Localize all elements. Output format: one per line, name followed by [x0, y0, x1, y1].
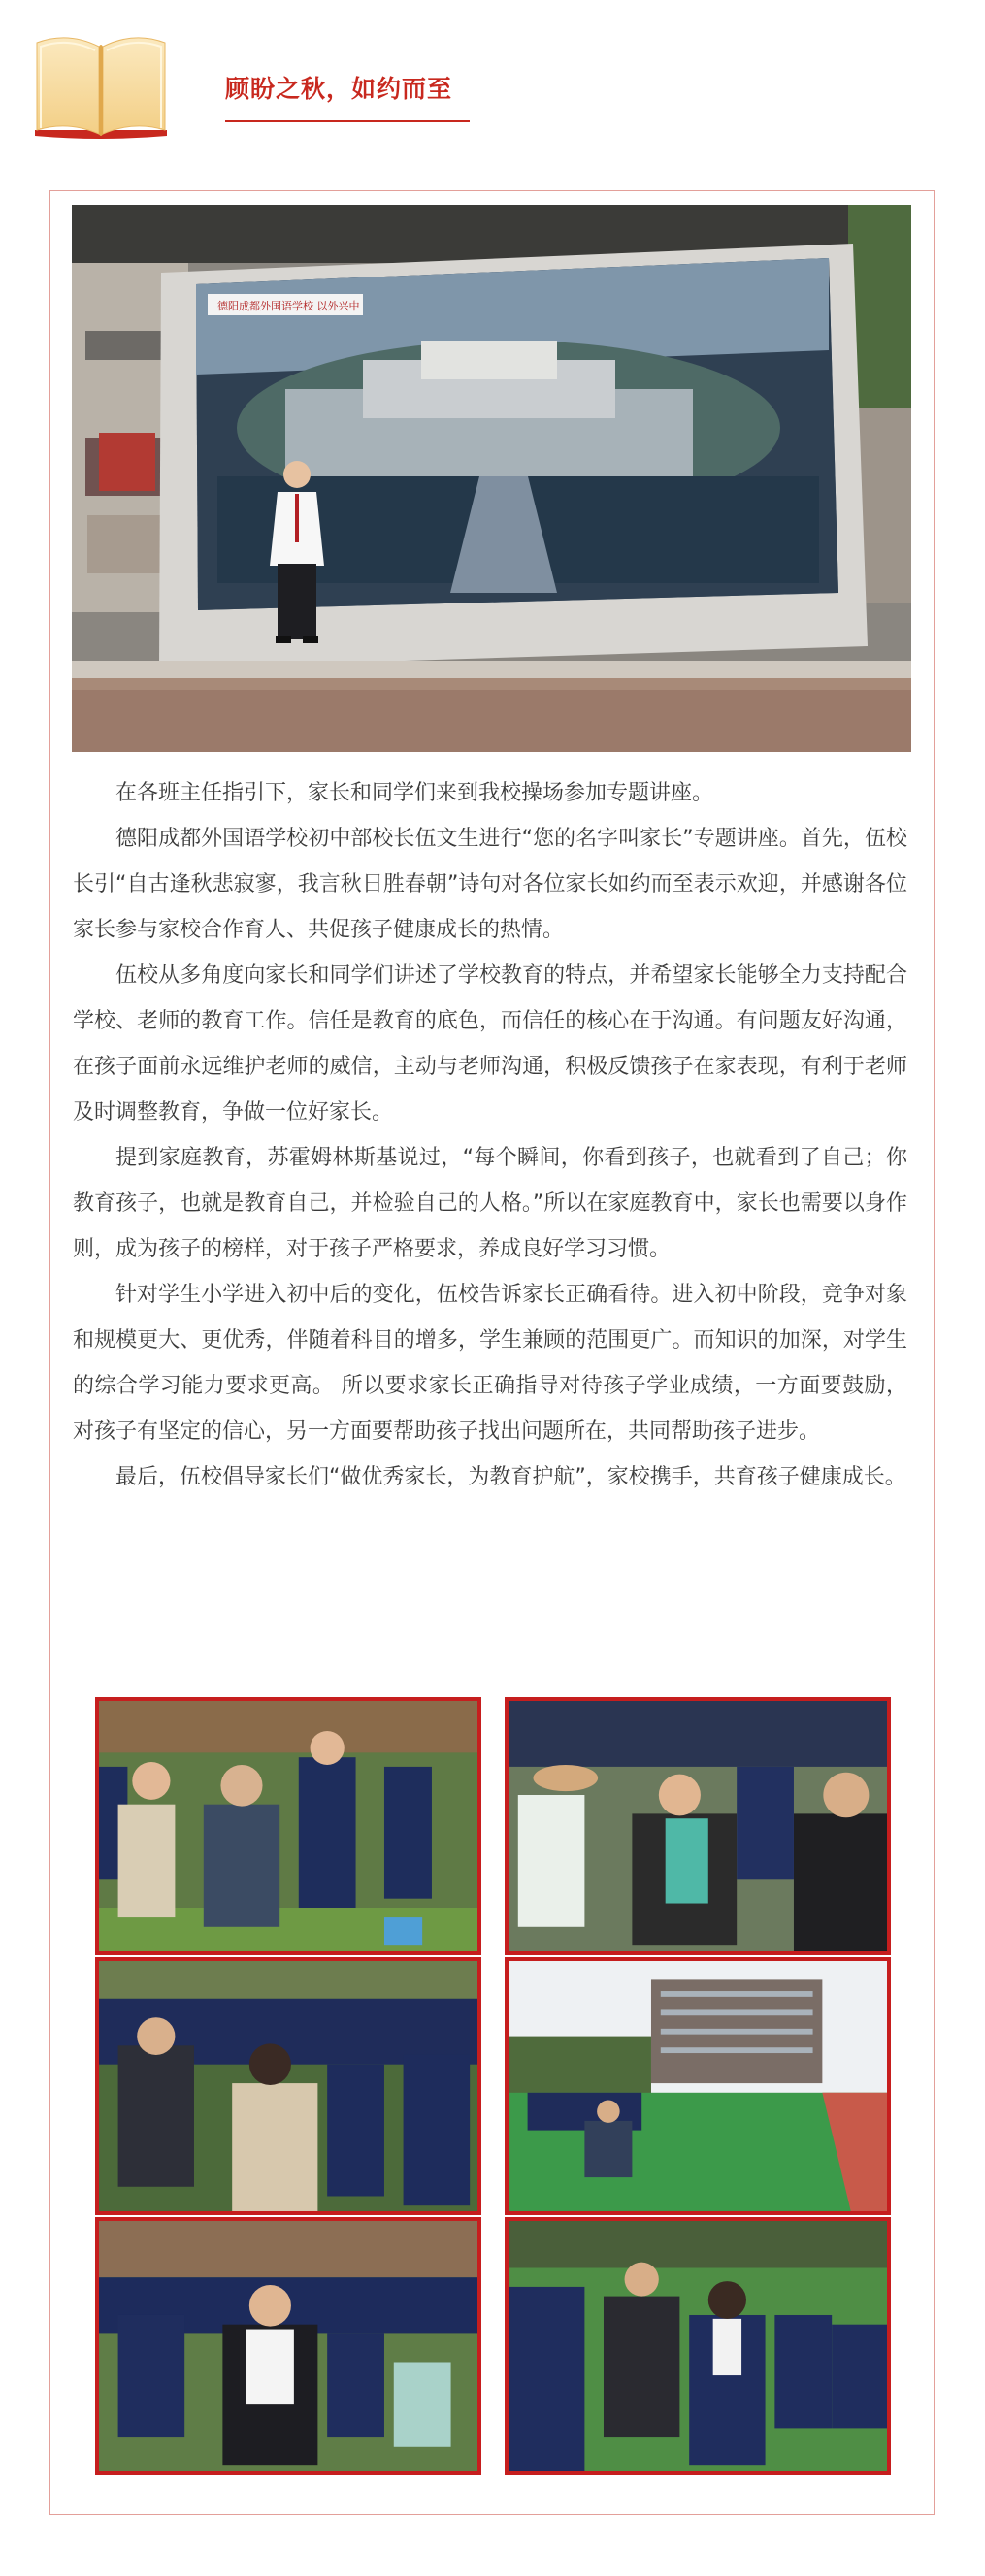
hero-photo — [72, 205, 911, 752]
article-paragraph: 德阳成都外国语学校初中部校长伍文生进行“您的名字叫家长”专题讲座。首先，伍校长引“自古逢秋悲寂寥，我言秋日胜春朝”诗句对各位家长如约而至表示欢迎，并感谢各位家长参与家校合作育人、共促孩子健康成长的热情。 — [73, 827, 907, 942]
article-body — [73, 770, 907, 1500]
article-paragraph: 最后，伍校倡导家长们“做优秀家长，为教育护航”，家校携手，共育孩子健康成长。 — [115, 1465, 906, 1489]
article-paragraph: 伍校从多角度向家长和同学们讲述了学校教育的特点，并希望家长能够全力支持配合学校、老师的教育工作。信任是教育的底色，而信任的核心在于沟通。有问题友好沟通，在孩子面前永远维护老师的威信，主动与老师沟通，积极反馈孩子在家表现，有利于老师及时调整教育，争做一位好家长。 — [73, 963, 907, 1125]
gallery-photo-students-uniforms — [505, 2217, 891, 2475]
gallery-photo-playground-wide — [505, 1957, 891, 2215]
gallery-photo-parents-front-row — [95, 1697, 481, 1955]
article-paragraph: 针对学生小学进入初中后的变化，伍校告诉家长正确看待。进入初中阶段，竞争对象和规模更大、更优秀，伴随着科目的增多，学生兼顾的范围更广。而知识的加深，对学生的综合学习能力要求更高。 所以要求家长正确指导对待孩子学业成绩，一方面要鼓励，对孩子有坚定的信心，另一方面要帮助孩子找出问题所在，共同帮助孩子进步。 — [73, 1283, 907, 1444]
open-book-icon — [27, 21, 175, 147]
article-paragraph: 提到家庭教育，苏霍姆林斯基说过，“每个瞬间，你看到孩子，也就看到了自己；你教育孩子，也就是教育自己，并检验自己的人格。”所以在家庭教育中，家长也需要以身作则，成为孩子的榜样，对于孩子严格要求，养成良好学习习惯。 — [73, 1146, 907, 1261]
title-underline — [225, 120, 470, 122]
article-paragraph: 在各班主任指引下，家长和同学们来到我校操场参加专题讲座。 — [115, 781, 714, 805]
gallery-photo-audience-rows — [95, 1957, 481, 2215]
screen-logo-text: 德阳成都外国语学校 以外兴中 — [217, 300, 360, 312]
gallery-photo-students-seated — [95, 2217, 481, 2475]
gallery-photo-parents-taking-notes — [505, 1697, 891, 1955]
section-title: 顾盼之秋，如约而至 — [225, 75, 453, 103]
